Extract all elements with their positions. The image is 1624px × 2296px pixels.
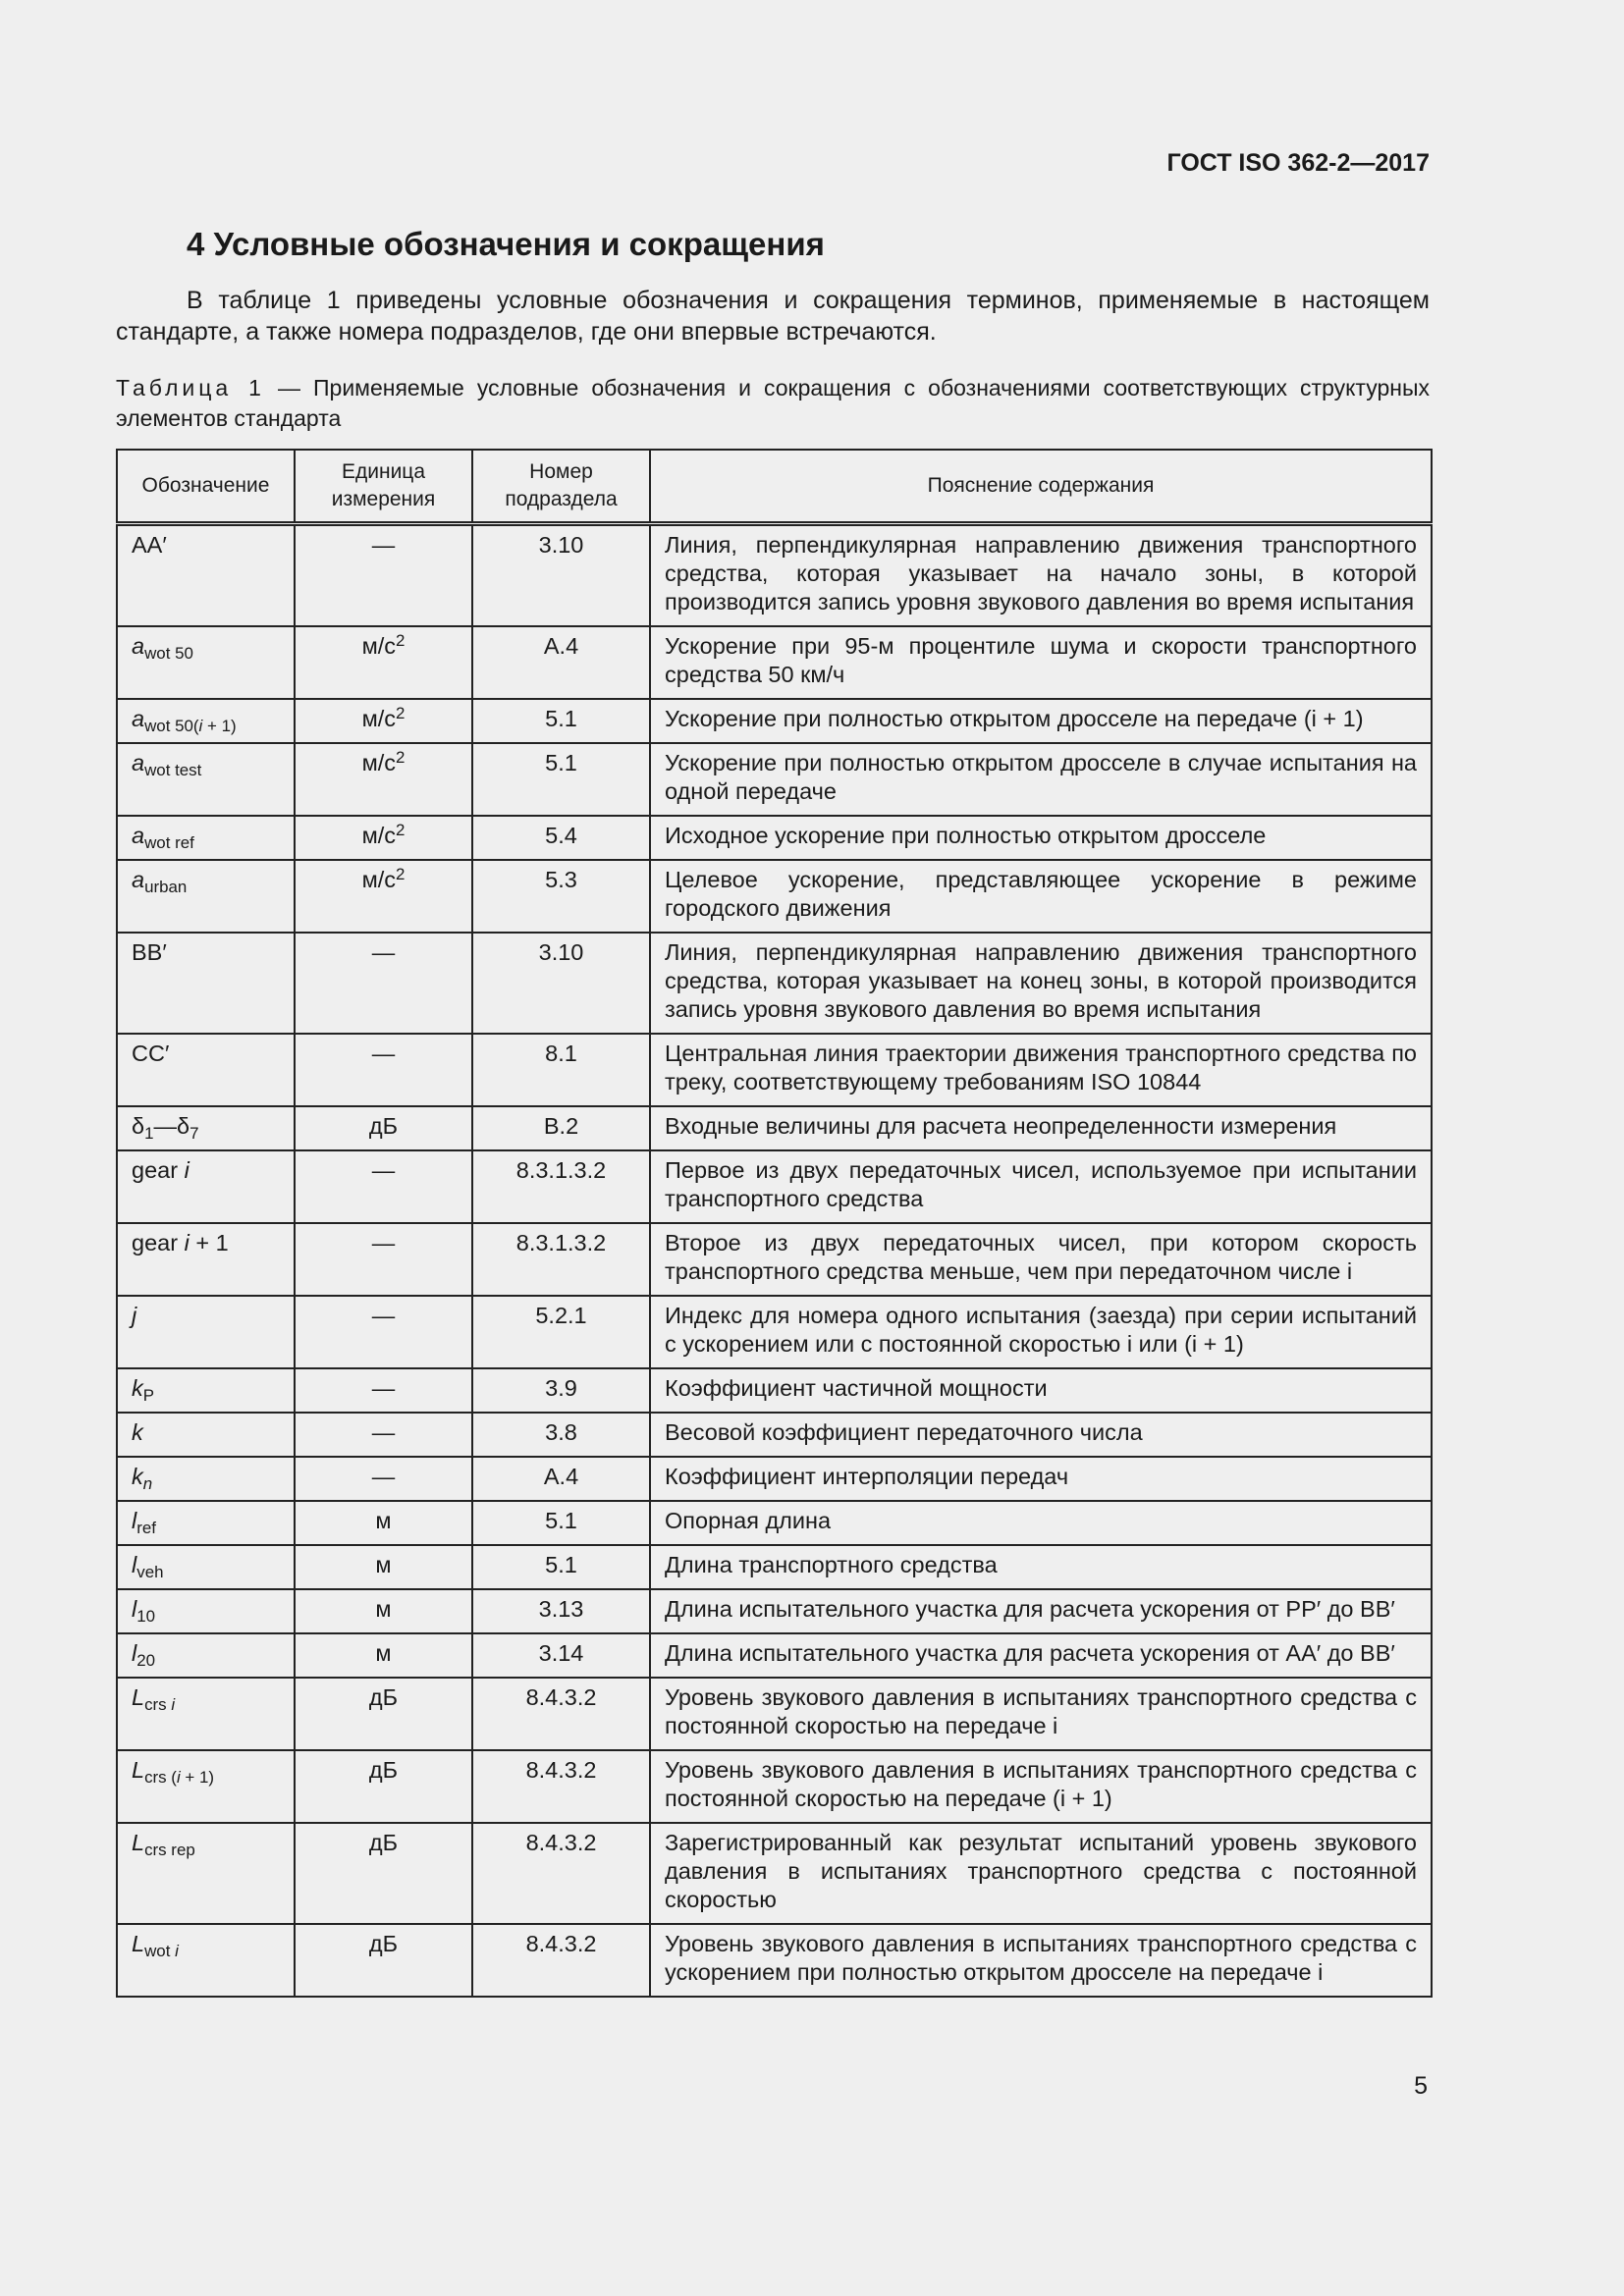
subsection-cell: 5.1 xyxy=(472,1501,650,1545)
table-row xyxy=(117,816,1432,860)
table-row xyxy=(117,1296,1432,1368)
symbols-table xyxy=(116,449,1433,1998)
symbol-cell: $l_{20}$ xyxy=(117,1633,295,1678)
unit-cell: — xyxy=(295,933,472,1034)
subsection-cell: 5.3 xyxy=(472,860,650,933)
symbol-cell: $a_{wot test}$ xyxy=(117,743,295,816)
explanation-cell: Длина испытательного участка для расчета ускорения от AA′ до BB′ xyxy=(650,1633,1432,1678)
subsection-cell: 3.14 xyxy=(472,1633,650,1678)
explanation-cell: Линия, перпендикулярная направлению движения транспортного средства, которая указывает на начало зоны, в которой производится запись уровня звукового давления во время испытания xyxy=(650,524,1432,627)
unit-cell: — xyxy=(295,1150,472,1223)
table-row xyxy=(117,1633,1432,1678)
table-row xyxy=(117,1750,1432,1823)
subsection-cell: A.4 xyxy=(472,1457,650,1501)
table-row xyxy=(117,699,1432,743)
explanation-cell: Уровень звукового давления в испытаниях транспортного средства с постоянной скоростью на передаче i xyxy=(650,1678,1432,1750)
symbol-cell: CC′ xyxy=(117,1034,295,1106)
subsection-cell: 8.4.3.2 xyxy=(472,1924,650,1997)
header-explanation: Пояснение содержания xyxy=(650,450,1432,524)
explanation-cell: Линия, перпендикулярная направлению движения транспортного средства, которая указывает на конец зоны, в которой производится запись уровня звукового давления во время испытания xyxy=(650,933,1432,1034)
table-caption-label: Таблица 1 xyxy=(116,375,265,400)
table-row xyxy=(117,1223,1432,1296)
unit-cell: дБ xyxy=(295,1106,472,1150)
unit-cell: — xyxy=(295,1368,472,1413)
explanation-cell: Зарегистрированный как результат испытаний уровень звукового давления в испытаниях транспортного средства с постоянной скоростью xyxy=(650,1823,1432,1924)
subsection-cell: 5.4 xyxy=(472,816,650,860)
symbol-cell: $L_{crs (i + 1)}$ xyxy=(117,1750,295,1823)
table-row xyxy=(117,1924,1432,1997)
table-row xyxy=(117,1589,1432,1633)
table-row xyxy=(117,1150,1432,1223)
table-caption xyxy=(116,373,1430,434)
unit-cell: дБ xyxy=(295,1924,472,1997)
explanation-cell: Ускорение при 95-м процентиле шума и скорости транспортного средства 50 км/ч xyxy=(650,626,1432,699)
symbol-cell: $a_{wot 50(i + 1)}$ xyxy=(117,699,295,743)
header-subsection: Номер подраздела xyxy=(472,450,650,524)
symbol-cell: $a_{wot 50}$ xyxy=(117,626,295,699)
symbol-cell: $k_n$ xyxy=(117,1457,295,1501)
table-row xyxy=(117,1368,1432,1413)
explanation-cell: Входные величины для расчета неопределенности измерения xyxy=(650,1106,1432,1150)
table-row xyxy=(117,524,1432,627)
unit-cell: $м/с^2$ xyxy=(295,743,472,816)
explanation-cell: Опорная длина xyxy=(650,1501,1432,1545)
explanation-cell: Исходное ускорение при полностью открытом дросселе xyxy=(650,816,1432,860)
table-row xyxy=(117,1034,1432,1106)
unit-cell: $м/с^2$ xyxy=(295,626,472,699)
subsection-cell: 5.1 xyxy=(472,1545,650,1589)
explanation-cell: Уровень звукового давления в испытаниях транспортного средства с постоянной скоростью на передаче (i + 1) xyxy=(650,1750,1432,1823)
unit-cell: — xyxy=(295,1457,472,1501)
table-row xyxy=(117,743,1432,816)
subsection-cell: B.2 xyxy=(472,1106,650,1150)
subsection-cell: A.4 xyxy=(472,626,650,699)
unit-cell: дБ xyxy=(295,1750,472,1823)
unit-cell: $м/с^2$ xyxy=(295,699,472,743)
symbol-cell: $a_{urban}$ xyxy=(117,860,295,933)
table-row xyxy=(117,860,1432,933)
symbol-cell: $l_{veh}$ xyxy=(117,1545,295,1589)
table-row xyxy=(117,1106,1432,1150)
symbol-cell: $L_{crs rep}$ xyxy=(117,1823,295,1924)
explanation-cell: Коэффициент интерполяции передач xyxy=(650,1457,1432,1501)
explanation-cell: Длина испытательного участка для расчета ускорения от PP′ до BB′ xyxy=(650,1589,1432,1633)
explanation-cell: Центральная линия траектории движения транспортного средства по треку, соответствующему требованиям ISO 10844 xyxy=(650,1034,1432,1106)
table-row xyxy=(117,1457,1432,1501)
unit-cell: м xyxy=(295,1633,472,1678)
symbol-cell: gear i xyxy=(117,1150,295,1223)
explanation-cell: Коэффициент частичной мощности xyxy=(650,1368,1432,1413)
unit-cell: м xyxy=(295,1545,472,1589)
header-symbol: Обозначение xyxy=(117,450,295,524)
symbol-cell: $l_{10}$ xyxy=(117,1589,295,1633)
symbol-cell: $l_{ref}$ xyxy=(117,1501,295,1545)
symbol-cell: gear i + 1 xyxy=(117,1223,295,1296)
subsection-cell: 3.10 xyxy=(472,933,650,1034)
explanation-cell: Индекс для номера одного испытания (заезда) при серии испытаний с ускорением или с постоянной скоростью i или (i + 1) xyxy=(650,1296,1432,1368)
section-title: 4 Условные обозначения и сокращения xyxy=(187,226,825,262)
subsection-cell: 3.10 xyxy=(472,524,650,627)
explanation-cell: Первое из двух передаточных чисел, используемое при испытании транспортного средства xyxy=(650,1150,1432,1223)
unit-cell: — xyxy=(295,1223,472,1296)
subsection-cell: 8.3.1.3.2 xyxy=(472,1150,650,1223)
symbol-cell: $k_P$ xyxy=(117,1368,295,1413)
standard-code: ГОСТ ISO 362-2—2017 xyxy=(1166,149,1430,177)
subsection-cell: 8.1 xyxy=(472,1034,650,1106)
subsection-cell: 8.3.1.3.2 xyxy=(472,1223,650,1296)
subsection-cell: 8.4.3.2 xyxy=(472,1823,650,1924)
table-header-row xyxy=(117,450,1432,524)
header-unit: Единица измерения xyxy=(295,450,472,524)
unit-cell: $м/с^2$ xyxy=(295,816,472,860)
table-row xyxy=(117,1501,1432,1545)
explanation-cell: Длина транспортного средства xyxy=(650,1545,1432,1589)
subsection-cell: 8.4.3.2 xyxy=(472,1750,650,1823)
explanation-cell: Весовой коэффициент передаточного числа xyxy=(650,1413,1432,1457)
explanation-cell: Ускорение при полностью открытом дросселе в случае испытания на одной передаче xyxy=(650,743,1432,816)
table-row xyxy=(117,1413,1432,1457)
symbol-cell: BB′ xyxy=(117,933,295,1034)
symbol-cell: k xyxy=(117,1413,295,1457)
table-row xyxy=(117,626,1432,699)
explanation-cell: Второе из двух передаточных чисел, при котором скорость транспортного средства меньше, чем при передаточном числе i xyxy=(650,1223,1432,1296)
unit-cell: м xyxy=(295,1589,472,1633)
unit-cell: — xyxy=(295,524,472,627)
unit-cell: — xyxy=(295,1413,472,1457)
table-caption-text: — Применяемые условные обозначения и сокращения с обозначениями соответствующих структурных элементов стандарта xyxy=(116,375,1430,431)
page-number: 5 xyxy=(1414,2072,1428,2100)
subsection-cell: 8.4.3.2 xyxy=(472,1678,650,1750)
symbol-cell: j xyxy=(117,1296,295,1368)
symbol-cell: $a_{wot ref}$ xyxy=(117,816,295,860)
subsection-cell: 5.1 xyxy=(472,743,650,816)
symbol-cell: $L_{crs i}$ xyxy=(117,1678,295,1750)
subsection-cell: 3.13 xyxy=(472,1589,650,1633)
symbol-cell: AA′ xyxy=(117,524,295,627)
unit-cell: м xyxy=(295,1501,472,1545)
unit-cell: дБ xyxy=(295,1823,472,1924)
table-row xyxy=(117,933,1432,1034)
table-row xyxy=(117,1823,1432,1924)
unit-cell: — xyxy=(295,1296,472,1368)
table-row xyxy=(117,1545,1432,1589)
subsection-cell: 5.2.1 xyxy=(472,1296,650,1368)
explanation-cell: Ускорение при полностью открытом дросселе на передаче (i + 1) xyxy=(650,699,1432,743)
explanation-cell: Уровень звукового давления в испытаниях транспортного средства с ускорением при полностью открытом дросселе на передаче i xyxy=(650,1924,1432,1997)
symbol-cell: $\delta_1—\delta_7$ xyxy=(117,1106,295,1150)
unit-cell: дБ xyxy=(295,1678,472,1750)
explanation-cell: Целевое ускорение, представляющее ускорение в режиме городского движения xyxy=(650,860,1432,933)
symbol-cell: $L_{wot i}$ xyxy=(117,1924,295,1997)
subsection-cell: 5.1 xyxy=(472,699,650,743)
table-row xyxy=(117,1678,1432,1750)
subsection-cell: 3.9 xyxy=(472,1368,650,1413)
subsection-cell: 3.8 xyxy=(472,1413,650,1457)
unit-cell: — xyxy=(295,1034,472,1106)
intro-paragraph: В таблице 1 приведены условные обозначения и сокращения терминов, применяемые в настоящем стандарте, а также номера подразделов, где они впервые встречаются. xyxy=(116,287,1430,346)
unit-cell: $м/с^2$ xyxy=(295,860,472,933)
